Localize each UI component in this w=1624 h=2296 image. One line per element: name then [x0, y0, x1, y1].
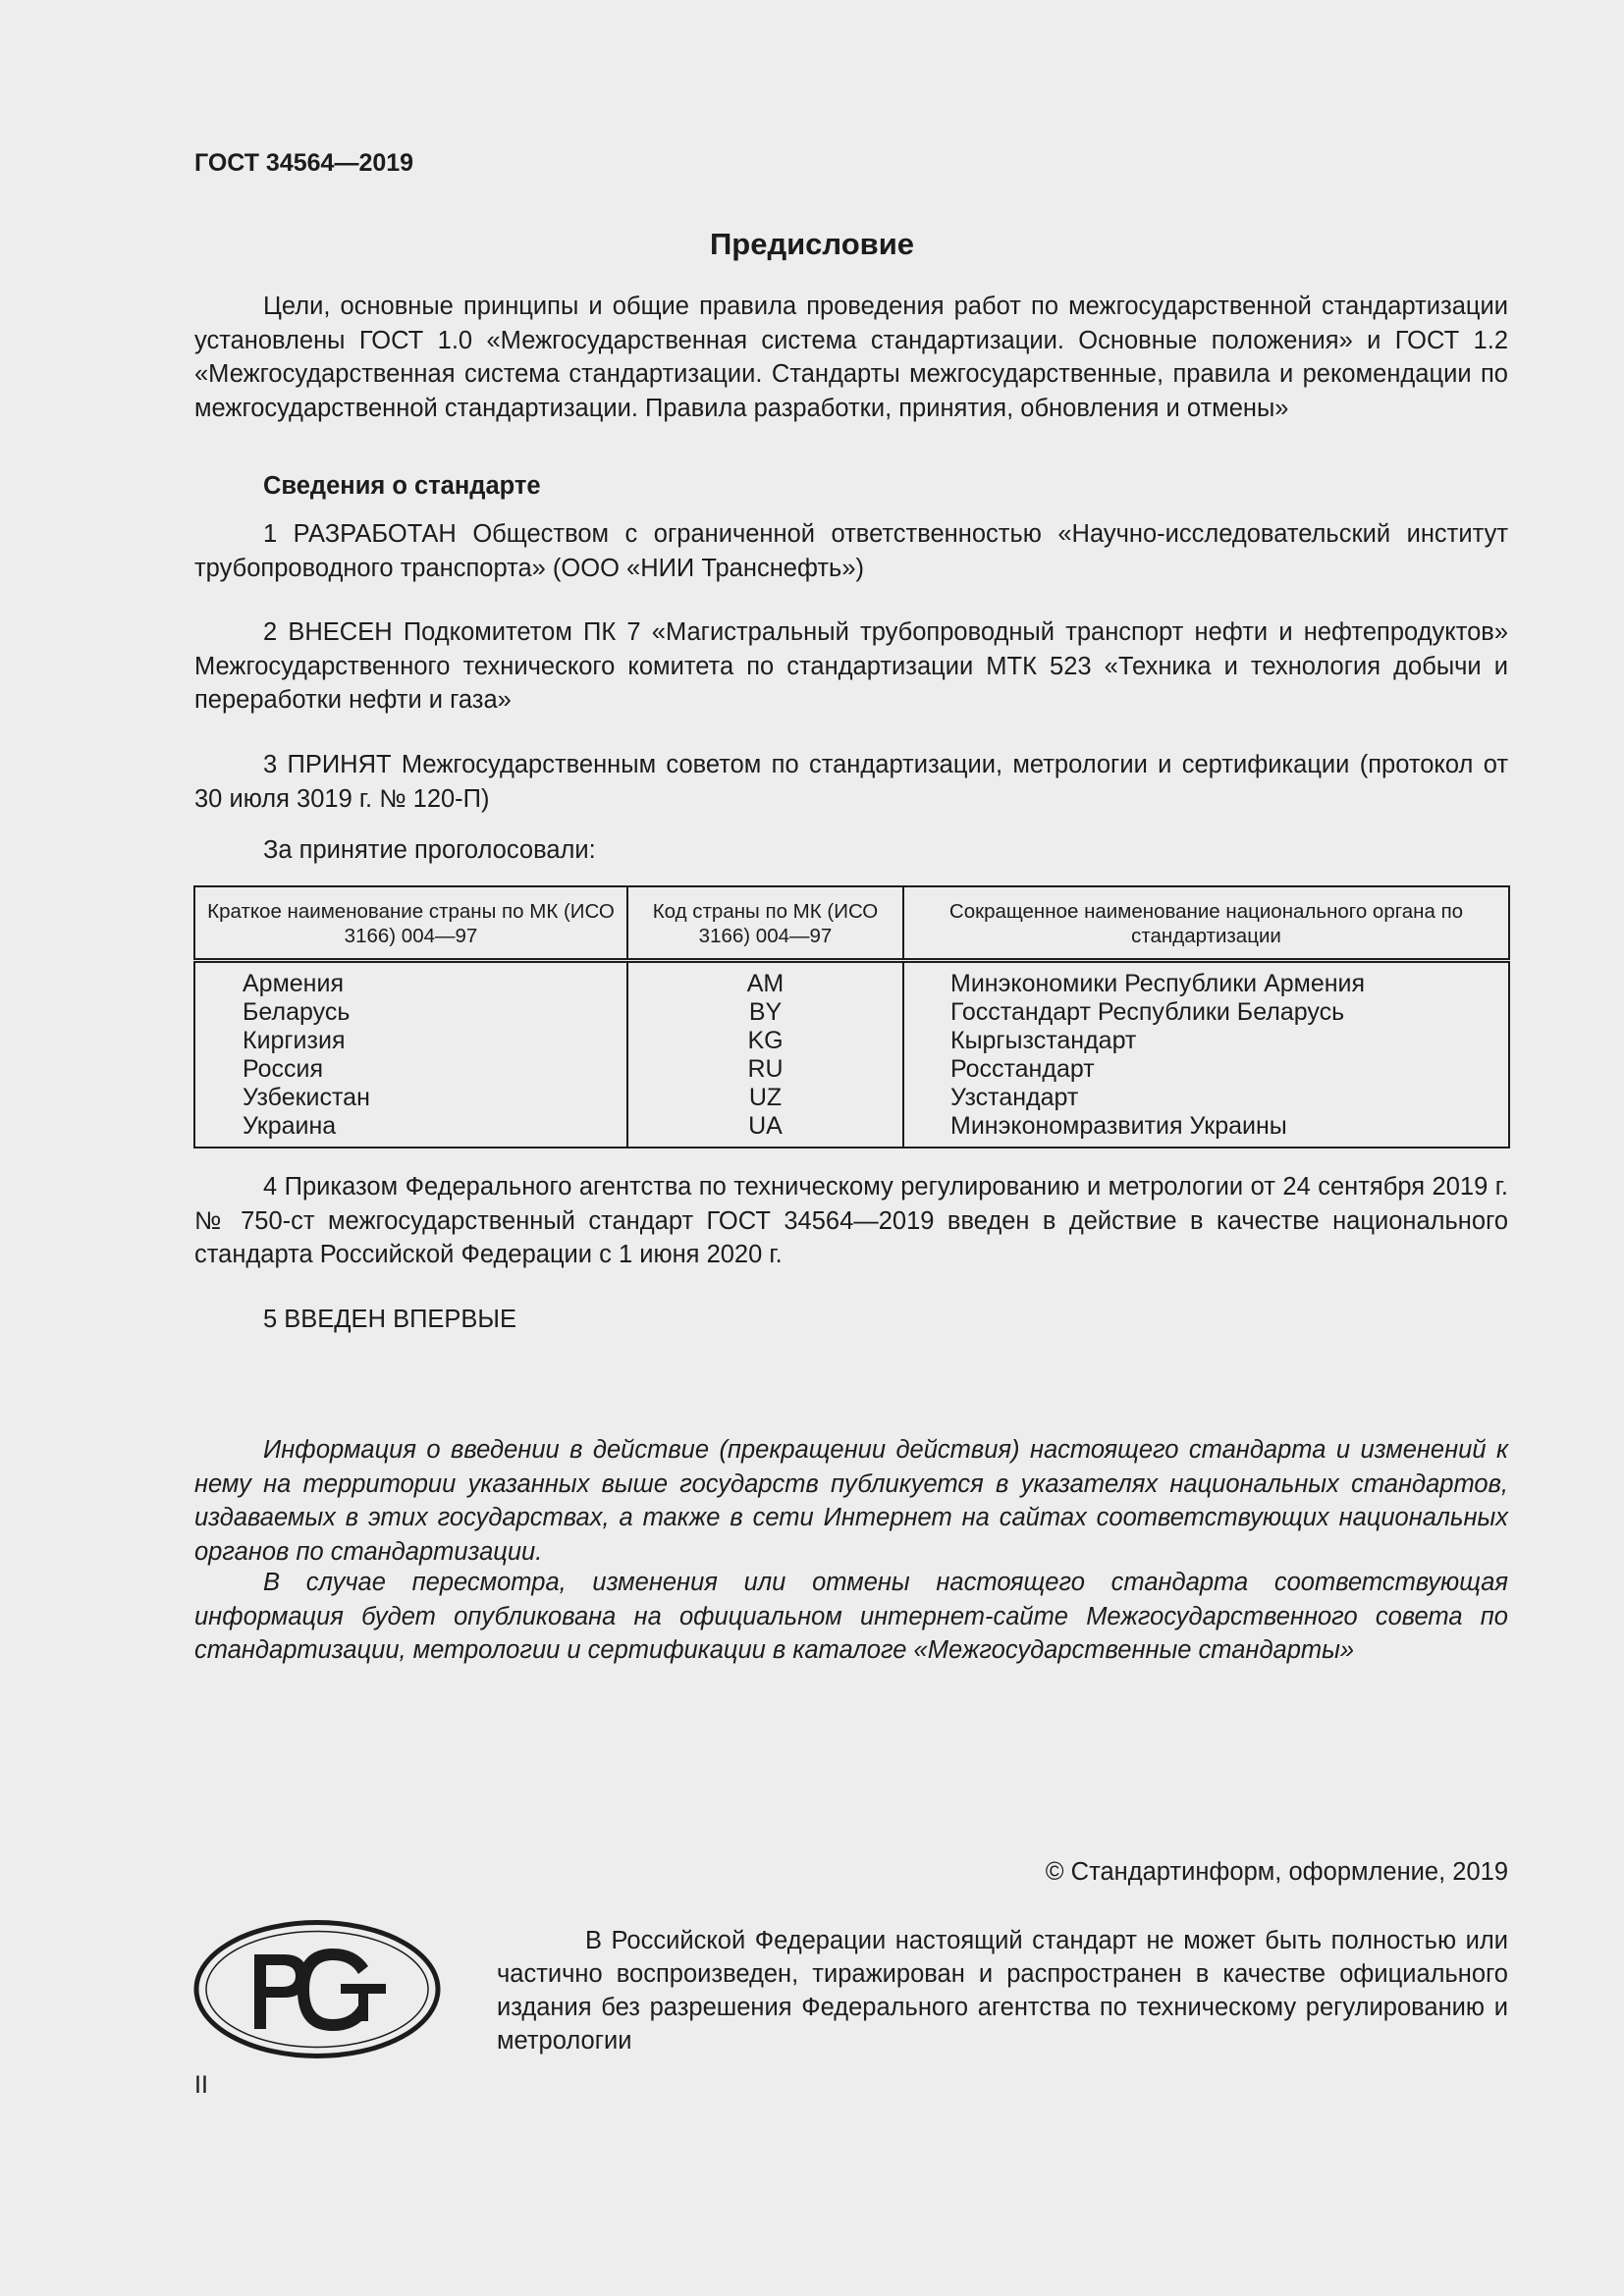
- item-1-paragraph: 1 РАЗРАБОТАН Обществом с ограниченной ответственностью «Научно-исследовательский институт трубопроводного транспорта» (ООО «НИИ Транснефть»): [194, 520, 1508, 582]
- page-number: II: [194, 2071, 208, 2099]
- table-row: [194, 1084, 1509, 1112]
- standards-body-cell: Госстандарт Республики Беларусь: [903, 998, 1509, 1027]
- standards-body-cell: Росстандарт: [903, 1055, 1509, 1084]
- revision-info-paragraph: В случае пересмотра, изменения или отмены настоящего стандарта соответствующая информация будет опубликована на официальном интернет-сайте Межгосударственного совета по стандартизации, метрологии и сертификации в каталоге «Межгосударственные стандарты»: [194, 1569, 1508, 1664]
- country-code-cell: KG: [627, 1027, 903, 1055]
- standards-body-cell: Минэкономразвития Украины: [903, 1112, 1509, 1148]
- item-4-paragraph: 4 Приказом Федерального агентства по техническому регулированию и метрологии от 24 сентября 2019 г. № 750-ст межгосударственный стандарт ГОСТ 34564—2019 введен в действие в качестве национального стандарта Российской Федерации с 1 июня 2020 г.: [194, 1173, 1508, 1268]
- table-row: [194, 961, 1509, 999]
- standards-body-cell: Узстандарт: [903, 1084, 1509, 1112]
- country-name-cell: Украина: [194, 1112, 627, 1148]
- voted-label: За принятие проголосовали:: [263, 836, 596, 864]
- voting-countries-table: [193, 885, 1510, 1148]
- column-header-country-name: Краткое наименование страны по МК (ИСО 3166) 004—97: [194, 886, 627, 961]
- copyright-notice: В Российской Федерации настоящий стандарт не может быть полностью или частично воспроизведен, тиражирован и распространен в качестве официального издания без разрешения Федерального агентства по техническому регулированию и метрологии: [497, 1927, 1508, 2055]
- country-name-cell: Киргизия: [194, 1027, 627, 1055]
- document-code-header: ГОСТ 34564—2019: [194, 149, 414, 177]
- standards-body-cell: Кыргызстандарт: [903, 1027, 1509, 1055]
- table-row: [194, 998, 1509, 1027]
- item-2-paragraph: 2 ВНЕСЕН Подкомитетом ПК 7 «Магистральный трубопроводный транспорт нефти и нефтепродуктов» Межгосударственного технического комитета по стандартизации МТК 523 «Техника и технология добычи и переработки нефти и газа»: [194, 618, 1508, 714]
- country-code-cell: UA: [627, 1112, 903, 1148]
- country-name-cell: Беларусь: [194, 998, 627, 1027]
- column-header-country-code: Код страны по МК (ИСО 3166) 004—97: [627, 886, 903, 961]
- rst-certification-mark-icon: [193, 1919, 441, 2059]
- page-title: Предисловие: [709, 227, 914, 261]
- table-row: [194, 1112, 1509, 1148]
- copyright-line: © Стандартинформ, оформление, 2019: [1045, 1858, 1508, 1886]
- item-3-paragraph: 3 ПРИНЯТ Межгосударственным советом по стандартизации, метрологии и сертификации (протокол от 30 июля 3019 г. № 120-П): [194, 751, 1508, 813]
- country-code-cell: BY: [627, 998, 903, 1027]
- country-code-cell: UZ: [627, 1084, 903, 1112]
- item-5-paragraph: 5 ВВЕДЕН ВПЕРВЫЕ: [263, 1306, 517, 1333]
- country-name-cell: Армения: [194, 961, 627, 999]
- intro-paragraph: Цели, основные принципы и общие правила проведения работ по межгосударственной стандартизации установлены ГОСТ 1.0 «Межгосударственная система стандартизации. Основные положения» и ГОСТ 1.2 «Межгосударственная система стандартизации. Стандарты межгосударственные, правила и рекомендации по межгосударственной стандартизации. Правила разработки, принятия, обновления и отмены»: [194, 293, 1508, 422]
- standards-body-cell: Минэкономики Республики Армения: [903, 961, 1509, 999]
- table-row: [194, 1055, 1509, 1084]
- info-heading: Сведения о стандарте: [263, 472, 541, 500]
- country-name-cell: Россия: [194, 1055, 627, 1084]
- table-header-row: [194, 886, 1509, 961]
- country-code-cell: AM: [627, 961, 903, 999]
- country-name-cell: Узбекистан: [194, 1084, 627, 1112]
- table-row: [194, 1027, 1509, 1055]
- country-code-cell: RU: [627, 1055, 903, 1084]
- distribution-info-paragraph: Информация о введении в действие (прекращении действия) настоящего стандарта и изменений к нему на территории указанных выше государств публикуется в указателях национальных стандартов, издаваемых в этих государствах, а также в сети Интернет на сайтах соответствующих национальных органов по стандартизации.: [194, 1436, 1508, 1566]
- column-header-standards-body: Сокращенное наименование национального органа по стандартизации: [903, 886, 1509, 961]
